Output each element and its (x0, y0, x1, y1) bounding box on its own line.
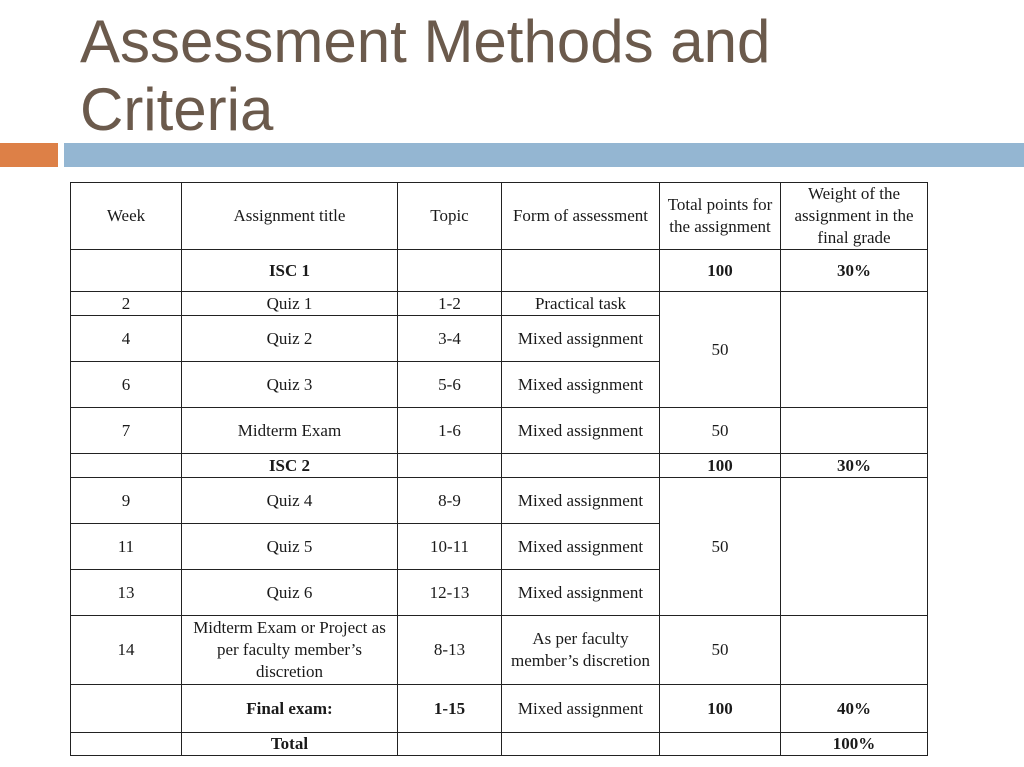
table-row: 13 Quiz 6 12-13 Mixed assignment (71, 570, 928, 616)
table-row: 9 Quiz 4 8-9 Mixed assignment 50 (71, 478, 928, 524)
accent-bar-blue (64, 143, 1024, 167)
table-row: 6 Quiz 3 5-6 Mixed assignment (71, 362, 928, 408)
isc1-label: ISC 1 (182, 250, 398, 292)
slide-title (80, 8, 1000, 144)
table-row-project: 14 Midterm Exam or Project as per faculty member’s discretion 8-13 As per faculty member’s discretion 50 (71, 616, 928, 685)
table-row: 4 Quiz 2 3-4 Mixed assignment (71, 316, 928, 362)
header-week: Week (71, 183, 182, 250)
table-row-isc2 (71, 454, 928, 478)
isc2-label: ISC 2 (182, 454, 398, 478)
header-topic: Topic (398, 183, 502, 250)
table-row: 11 Quiz 5 10-11 Mixed assignment (71, 524, 928, 570)
isc2-points: 100 (660, 454, 781, 478)
table-row-isc1 (71, 250, 928, 292)
group1-points: 50 (660, 292, 781, 408)
table-row-midterm: 7 Midterm Exam 1-6 Mixed assignment 50 (71, 408, 928, 454)
total-label: Total (182, 733, 398, 756)
title-line-2: Criteria (80, 76, 274, 143)
table-row-final: Final exam: 1-15 Mixed assignment 100 40% (71, 685, 928, 733)
table-row-total (71, 733, 928, 756)
header-row (71, 183, 928, 250)
table-row: 2 Quiz 1 1-2 Practical task 50 (71, 292, 928, 316)
header-form: Form of assessment (502, 183, 660, 250)
header-total-points: Total points for the assignment (660, 183, 781, 250)
header-assignment-title: Assignment title (182, 183, 398, 250)
final-label: Final exam: (182, 685, 398, 733)
isc2-weight: 30% (781, 454, 928, 478)
total-weight: 100% (781, 733, 928, 756)
title-line-1: Assessment Methods and (80, 8, 771, 75)
isc1-weight: 30% (781, 250, 928, 292)
accent-bar-orange (0, 143, 58, 167)
assessment-table (70, 182, 928, 756)
header-weight: Weight of the assignment in the final grade (781, 183, 928, 250)
isc1-points: 100 (660, 250, 781, 292)
group2-points: 50 (660, 478, 781, 616)
